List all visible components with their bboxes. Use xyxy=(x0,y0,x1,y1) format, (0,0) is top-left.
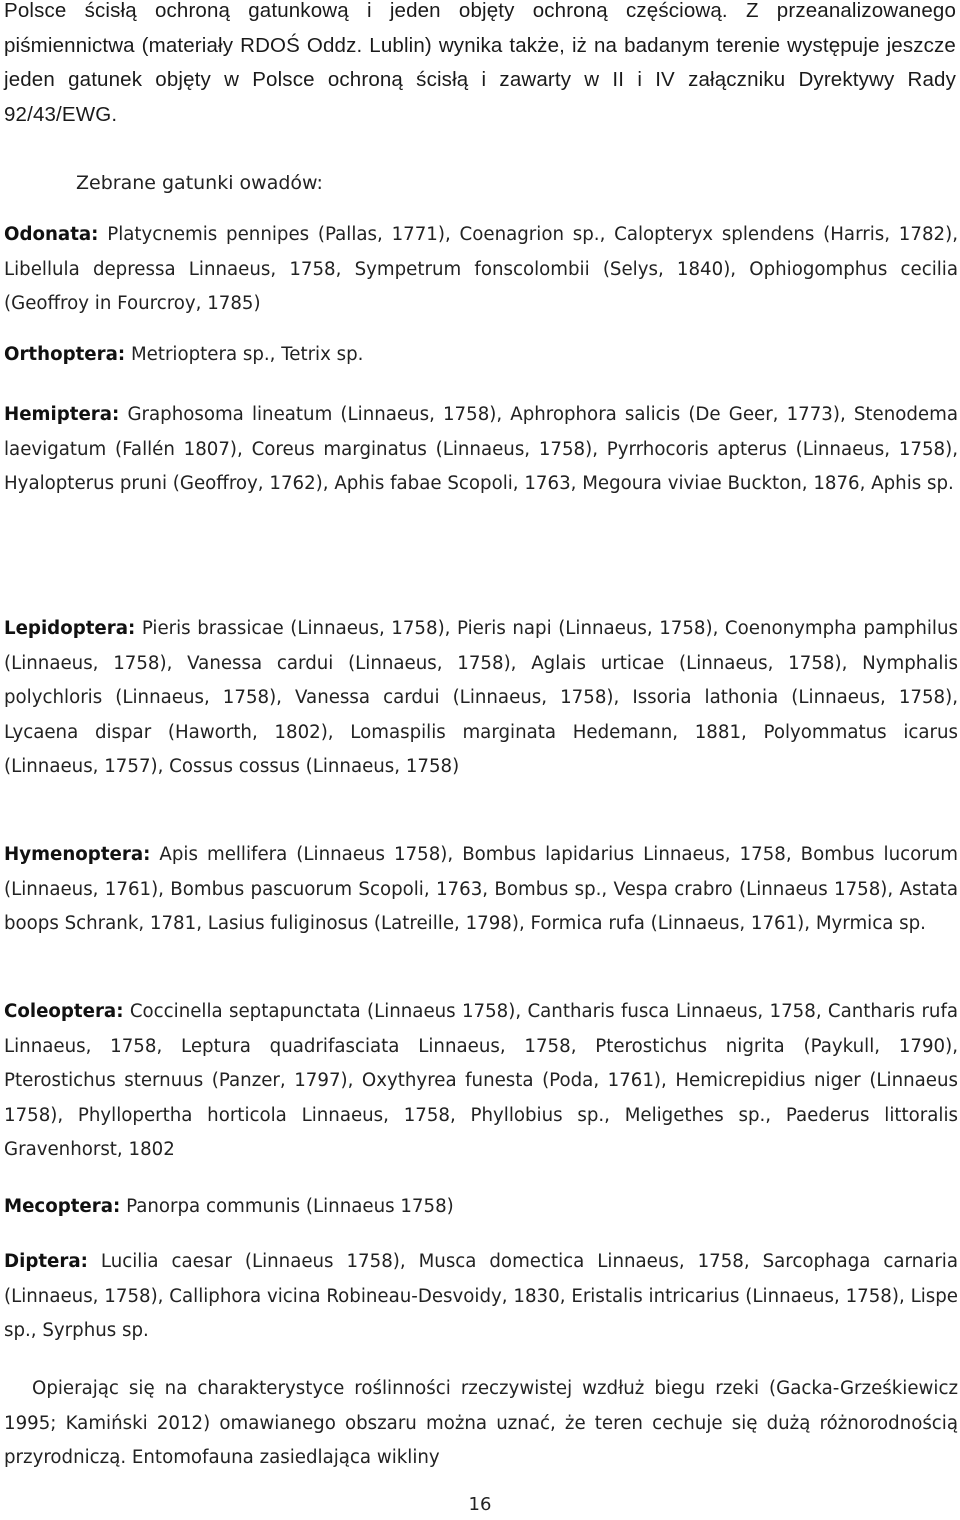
order-name: Diptera: xyxy=(4,1251,88,1272)
taxon-paragraph-hemiptera xyxy=(4,398,958,502)
order-name: Lepidoptera: xyxy=(4,618,136,639)
order-name: Coleoptera: xyxy=(4,1001,124,1022)
taxon-paragraph-coleoptera xyxy=(4,995,958,1168)
taxon-paragraph-odonata xyxy=(4,218,958,322)
species-list: Lucilia caesar (Linnaeus 1758), Musca domectica Linnaeus, 1758, Sarcophaga carnaria (Linnaeus, 1758), Calliphora vicina Robineau-Desvoidy, 1830, Eristalis intricarius (Linnaeus, 1758), Lispe sp., Syrphus sp. xyxy=(4,1251,958,1342)
species-list: Apis mellifera (Linnaeus 1758), Bombus lapidarius Linnaeus, 1758, Bombus lucorum (Linnaeus, 1761), Bombus pascuorum Scopoli, 1763, Bombus sp., Vespa crabro (Linnaeus 1758), Astata boops Schrank, 1781, Lasius fuliginosus (Latreille, 1798), Formica rufa (Linnaeus, 1761), Myrmica sp. xyxy=(4,844,958,935)
species-list: Pieris brassicae (Linnaeus, 1758), Pieris napi (Linnaeus, 1758), Coenonympha pamphilus (Linnaeus, 1758), Vanessa cardui (Linnaeus, 1758), Aglais urticae (Linnaeus, 1758), Nymphalis polychloris (Linnaeus, 1758), Vanessa cardui (Linnaeus, 1758), Issoria lathonia (Linnaeus, 1758), Lycaena dispar (Haworth, 1802), Lomaspilis marginata Hedemann, 1881, Polyommatus icarus (Linnaeus, 1757), Cossus cossus (Linnaeus, 1758) xyxy=(4,618,958,778)
taxon-paragraph-hymenoptera xyxy=(4,838,958,942)
order-name: Orthoptera: xyxy=(4,344,126,365)
taxon-paragraph-lepidoptera xyxy=(4,612,958,785)
taxon-paragraph-diptera xyxy=(4,1245,958,1349)
section-heading: Zebrane gatunki owadów: xyxy=(76,172,323,194)
species-list: Metrioptera sp., Tetrix sp. xyxy=(130,344,364,365)
species-list: Coccinella septapunctata (Linnaeus 1758), Cantharis fusca Linnaeus, 1758, Cantharis rufa Linnaeus, 1758, Leptura quadrifasciata Linnaeus, 1758, Pterostichus nigrita (Paykull, 1790), Pterostichus sternuus (Panzer, 1797), Oxythyrea funesta (Poda, 1761), Hemicrepidius niger (Linnaeus 1758), Phyllopertha horticola Linnaeus, 1758, Phyllobius sp., Meligethes sp., Paederus littoralis Gravenhorst, 1802 xyxy=(4,1001,958,1161)
species-list: Platycnemis pennipes (Pallas, 1771), Coenagrion sp., Calopteryx splendens (Harris, 1782), Libellula depressa Linnaeus, 1758, Sympetrum fonscolombii (Selys, 1840), Ophiogomphus cecilia (Geoffroy in Fourcroy, 1785) xyxy=(4,224,958,315)
species-list: Graphosoma lineatum (Linnaeus, 1758), Aphrophora salicis (De Geer, 1773), Stenodema laevigatum (Fallén 1807), Coreus marginatus (Linnaeus, 1758), Pyrrhocoris apterus (Linnaeus, 1758), Hyalopterus pruni (Geoffroy, 1762), Aphis fabae Scopoli, 1763, Megoura viviae Buckton, 1876, Aphis sp. xyxy=(4,404,958,495)
order-name: Mecoptera: xyxy=(4,1196,121,1217)
closing-paragraph: Opierając się na charakterystyce roślinności rzeczywistej wzdłuż biegu rzeki (Gacka-Grześkiewicz 1995; Kamiński 2012) omawianego obszaru można uznać, że teren cechuje się dużą różnorodnością przyrodniczą. Entomofauna zasiedlająca wikliny xyxy=(4,1378,958,1469)
page-number: 16 xyxy=(468,1494,492,1515)
species-list: Panorpa communis (Linnaeus 1758) xyxy=(126,1196,454,1217)
intro-paragraph: Polsce ścisłą ochroną gatunkową i jeden objęty ochroną częściową. Z przeanalizowanego piśmiennictwa (materiały RDOŚ Oddz. Lublin) wynika także, iż na badanym terenie występuje jeszcze jeden gatunek objęty w Polsce ochroną ścisłą i zawarty w II i IV załączniku Dyrektywy Rady 92/43/EWG. xyxy=(4,0,956,126)
order-name: Odonata: xyxy=(4,224,99,245)
taxon-paragraph-orthoptera xyxy=(4,338,958,373)
order-name: Hemiptera: xyxy=(4,404,120,425)
order-name: Hymenoptera: xyxy=(4,844,151,865)
taxon-paragraph-mecoptera xyxy=(4,1190,958,1225)
